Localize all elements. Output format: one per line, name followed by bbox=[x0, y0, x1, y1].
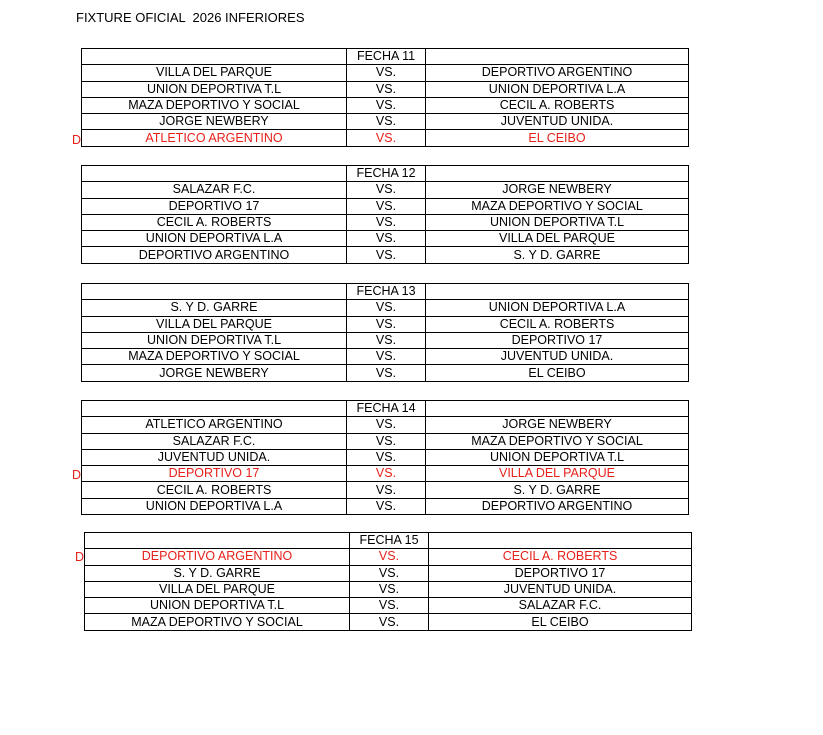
header-blank-cell bbox=[82, 166, 347, 182]
away-team: UNION DEPORTIVA T.L bbox=[426, 214, 689, 230]
vs-label: VS. bbox=[347, 332, 426, 348]
match-row bbox=[82, 114, 689, 130]
match-row bbox=[82, 214, 689, 230]
fixture-table bbox=[81, 283, 689, 382]
vs-label: VS. bbox=[347, 365, 426, 381]
match-row bbox=[85, 581, 692, 597]
fixture-table bbox=[81, 165, 689, 264]
vs-label: VS. bbox=[347, 466, 426, 482]
home-team: VILLA DEL PARQUE bbox=[82, 316, 347, 332]
vs-label: VS. bbox=[347, 97, 426, 113]
away-team: CECIL A. ROBERTS bbox=[426, 97, 689, 113]
match-row bbox=[85, 549, 692, 565]
vs-label: VS. bbox=[347, 300, 426, 316]
match-row bbox=[82, 97, 689, 113]
match-row bbox=[82, 433, 689, 449]
vs-label: VS. bbox=[347, 433, 426, 449]
home-team: JORGE NEWBERY bbox=[82, 114, 347, 130]
home-team: DEPORTIVO 17 bbox=[82, 466, 347, 482]
away-team: EL CEIBO bbox=[426, 365, 689, 381]
home-team: MAZA DEPORTIVO Y SOCIAL bbox=[82, 349, 347, 365]
home-team: UNION DEPORTIVA L.A bbox=[82, 498, 347, 514]
fixture-table bbox=[81, 400, 689, 515]
vs-label: VS. bbox=[347, 247, 426, 263]
home-team: UNION DEPORTIVA T.L bbox=[82, 81, 347, 97]
fecha-label: FECHA 15 bbox=[350, 533, 429, 549]
away-team: UNION DEPORTIVA L.A bbox=[426, 300, 689, 316]
header-blank-cell bbox=[82, 401, 347, 417]
away-team: S. Y D. GARRE bbox=[426, 482, 689, 498]
header-blank-cell bbox=[426, 284, 689, 300]
fixture-header-row bbox=[85, 533, 692, 549]
header-blank-cell bbox=[429, 533, 692, 549]
match-row bbox=[82, 349, 689, 365]
home-team: SALAZAR F.C. bbox=[82, 433, 347, 449]
fecha-label: FECHA 13 bbox=[347, 284, 426, 300]
vs-label: VS. bbox=[347, 498, 426, 514]
home-team: VILLA DEL PARQUE bbox=[85, 581, 350, 597]
away-team: DEPORTIVO ARGENTINO bbox=[426, 65, 689, 81]
away-team: DEPORTIVO 17 bbox=[426, 332, 689, 348]
fixture-header-row bbox=[82, 401, 689, 417]
vs-label: VS. bbox=[350, 614, 429, 630]
away-team: JORGE NEWBERY bbox=[426, 417, 689, 433]
vs-label: VS. bbox=[347, 65, 426, 81]
away-team: VILLA DEL PARQUE bbox=[426, 466, 689, 482]
fecha-label: FECHA 12 bbox=[347, 166, 426, 182]
vs-label: VS. bbox=[347, 182, 426, 198]
home-team: CECIL A. ROBERTS bbox=[82, 482, 347, 498]
header-blank-cell bbox=[85, 533, 350, 549]
fecha-label: FECHA 14 bbox=[347, 401, 426, 417]
header-blank-cell bbox=[426, 401, 689, 417]
vs-label: VS. bbox=[347, 231, 426, 247]
fecha-label: FECHA 11 bbox=[347, 49, 426, 65]
vs-label: VS. bbox=[347, 214, 426, 230]
fixture-header-row bbox=[82, 166, 689, 182]
match-row bbox=[85, 614, 692, 630]
home-team: MAZA DEPORTIVO Y SOCIAL bbox=[85, 614, 350, 630]
home-team: DEPORTIVO ARGENTINO bbox=[82, 247, 347, 263]
match-row bbox=[85, 565, 692, 581]
vs-label: VS. bbox=[347, 316, 426, 332]
header-blank-cell bbox=[426, 49, 689, 65]
home-team: UNION DEPORTIVA L.A bbox=[82, 231, 347, 247]
away-team: DEPORTIVO 17 bbox=[429, 565, 692, 581]
home-team: S. Y D. GARRE bbox=[85, 565, 350, 581]
match-row bbox=[82, 449, 689, 465]
match-row bbox=[82, 332, 689, 348]
home-team: ATLETICO ARGENTINO bbox=[82, 130, 347, 146]
vs-label: VS. bbox=[347, 114, 426, 130]
away-team: UNION DEPORTIVA L.A bbox=[426, 81, 689, 97]
home-team: UNION DEPORTIVA T.L bbox=[85, 598, 350, 614]
match-row bbox=[82, 81, 689, 97]
vs-label: VS. bbox=[347, 198, 426, 214]
away-team: UNION DEPORTIVA T.L bbox=[426, 449, 689, 465]
away-team: JUVENTUD UNIDA. bbox=[426, 114, 689, 130]
home-team: S. Y D. GARRE bbox=[82, 300, 347, 316]
fixture-table bbox=[81, 48, 689, 147]
highlight-marker: D bbox=[72, 133, 82, 147]
match-row bbox=[82, 300, 689, 316]
match-row bbox=[82, 130, 689, 146]
home-team: VILLA DEL PARQUE bbox=[82, 65, 347, 81]
away-team: MAZA DEPORTIVO Y SOCIAL bbox=[426, 433, 689, 449]
match-row bbox=[82, 231, 689, 247]
away-team: JORGE NEWBERY bbox=[426, 182, 689, 198]
away-team: CECIL A. ROBERTS bbox=[426, 316, 689, 332]
header-blank-cell bbox=[82, 284, 347, 300]
header-blank-cell bbox=[426, 166, 689, 182]
home-team: DEPORTIVO ARGENTINO bbox=[85, 549, 350, 565]
away-team: DEPORTIVO ARGENTINO bbox=[426, 498, 689, 514]
home-team: UNION DEPORTIVA T.L bbox=[82, 332, 347, 348]
vs-label: VS. bbox=[347, 130, 426, 146]
away-team: MAZA DEPORTIVO Y SOCIAL bbox=[426, 198, 689, 214]
vs-label: VS. bbox=[347, 349, 426, 365]
match-row bbox=[82, 247, 689, 263]
home-team: CECIL A. ROBERTS bbox=[82, 214, 347, 230]
away-team: VILLA DEL PARQUE bbox=[426, 231, 689, 247]
highlight-marker: D bbox=[72, 468, 82, 483]
match-row bbox=[82, 365, 689, 381]
away-team: JUVENTUD UNIDA. bbox=[429, 581, 692, 597]
page-title: FIXTURE OFICIAL 2026 INFERIORES bbox=[76, 10, 305, 25]
match-row bbox=[85, 598, 692, 614]
away-team: SALAZAR F.C. bbox=[429, 598, 692, 614]
vs-label: VS. bbox=[347, 482, 426, 498]
away-team: JUVENTUD UNIDA. bbox=[426, 349, 689, 365]
vs-label: VS. bbox=[347, 417, 426, 433]
match-row bbox=[82, 417, 689, 433]
match-row bbox=[82, 482, 689, 498]
away-team: EL CEIBO bbox=[429, 614, 692, 630]
fixture-table bbox=[84, 532, 692, 631]
vs-label: VS. bbox=[347, 81, 426, 97]
match-row bbox=[82, 65, 689, 81]
home-team: ATLETICO ARGENTINO bbox=[82, 417, 347, 433]
match-row bbox=[82, 182, 689, 198]
away-team: EL CEIBO bbox=[426, 130, 689, 146]
vs-label: VS. bbox=[350, 565, 429, 581]
match-row bbox=[82, 316, 689, 332]
vs-label: VS. bbox=[350, 598, 429, 614]
vs-label: VS. bbox=[350, 581, 429, 597]
home-team: JUVENTUD UNIDA. bbox=[82, 449, 347, 465]
away-team: S. Y D. GARRE bbox=[426, 247, 689, 263]
match-row bbox=[82, 498, 689, 514]
fixture-header-row bbox=[82, 49, 689, 65]
vs-label: VS. bbox=[347, 449, 426, 465]
header-blank-cell bbox=[82, 49, 347, 65]
match-row bbox=[82, 198, 689, 214]
home-team: MAZA DEPORTIVO Y SOCIAL bbox=[82, 97, 347, 113]
home-team: SALAZAR F.C. bbox=[82, 182, 347, 198]
fixture-header-row bbox=[82, 284, 689, 300]
highlight-marker: D bbox=[75, 549, 85, 564]
home-team: DEPORTIVO 17 bbox=[82, 198, 347, 214]
home-team: JORGE NEWBERY bbox=[82, 365, 347, 381]
away-team: CECIL A. ROBERTS bbox=[429, 549, 692, 565]
match-row bbox=[82, 466, 689, 482]
vs-label: VS. bbox=[350, 549, 429, 565]
